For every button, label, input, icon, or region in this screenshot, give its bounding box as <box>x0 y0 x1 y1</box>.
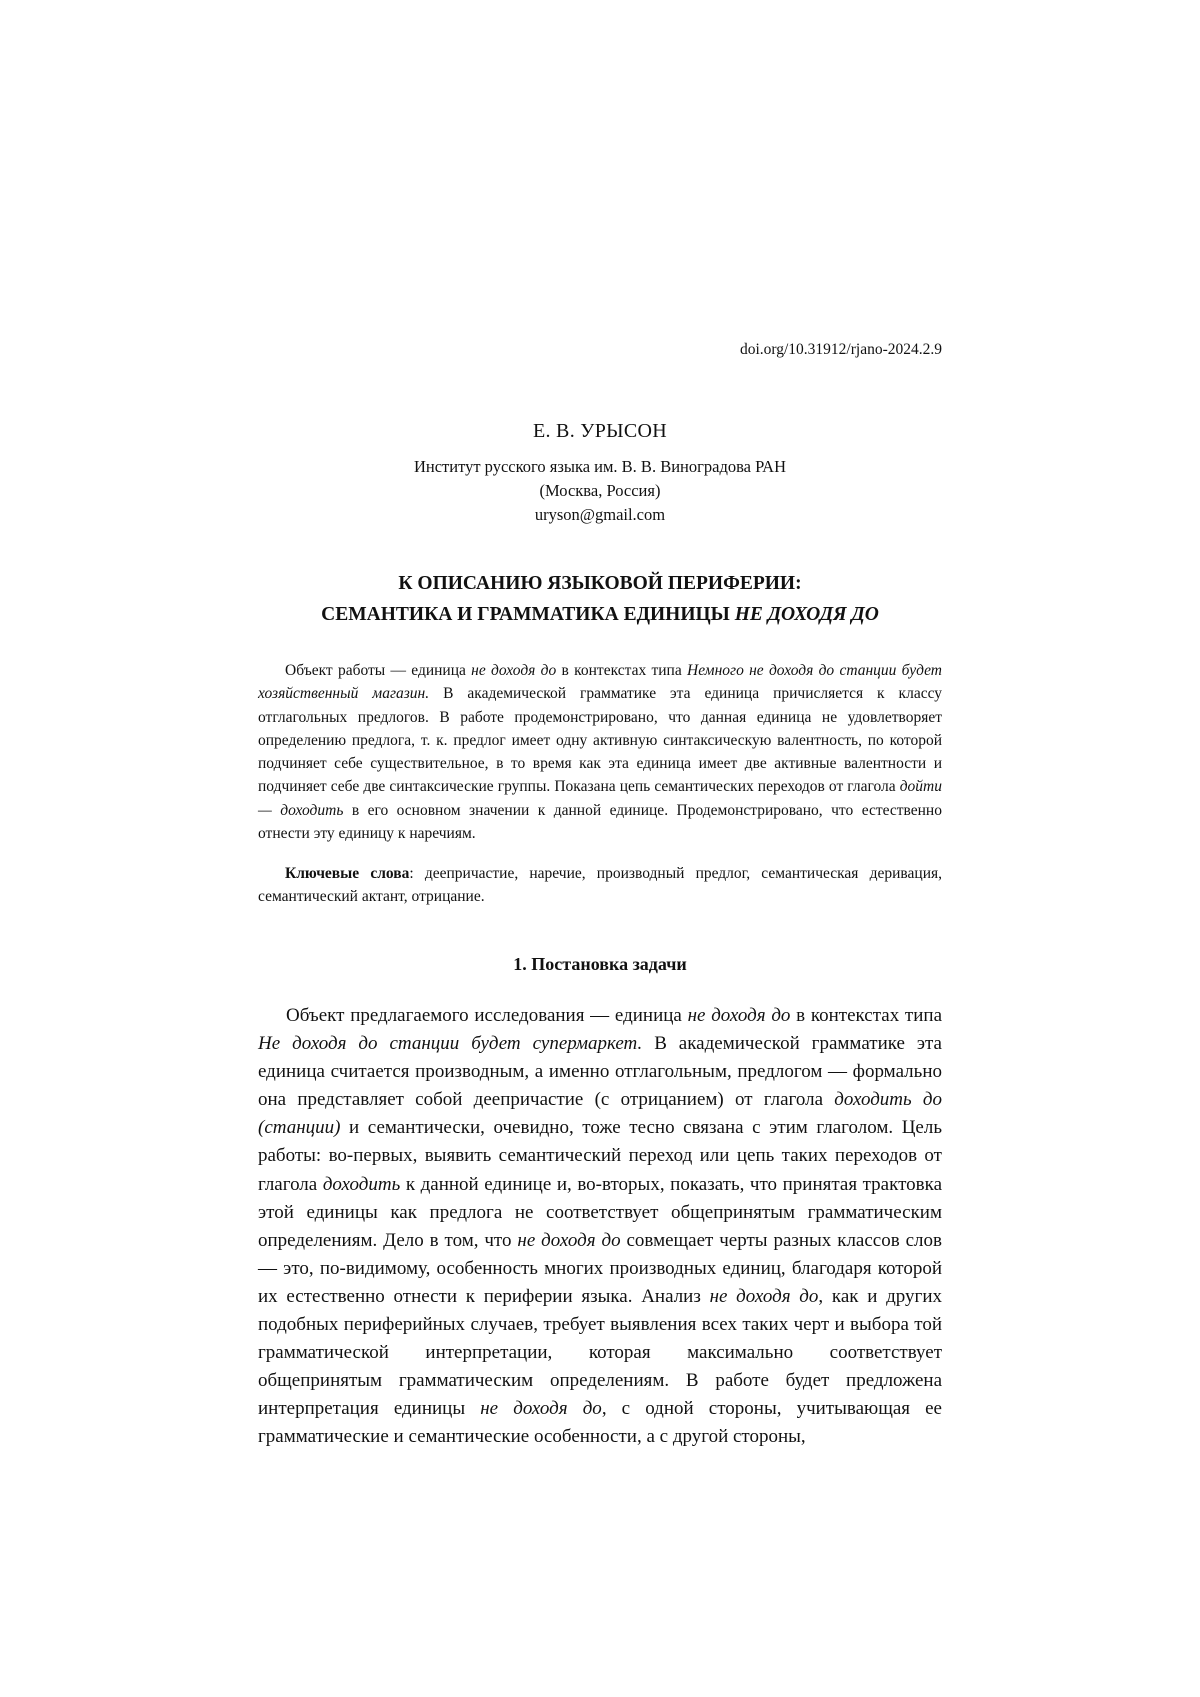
abstract-text: в его основном значении к данной единице. Продемонстрировано, что естественно отнести эту единицу к наречиям. <box>258 801 942 843</box>
abstract-paragraph <box>258 659 942 845</box>
body-paragraph <box>258 1002 942 1452</box>
section-heading: 1. Постановка задачи <box>513 954 687 974</box>
body-text: В академической грамматике эта единица считается производным, а именно отглагольным, предлогом — формально она представляет собой деепричастие (с отрицанием) от глагола <box>258 1033 942 1111</box>
body-italic: доходить до (станции) <box>258 1089 943 1139</box>
body-text: и семантически, очевидно, тоже тесно связана с этим глаголом. Цель работы: во-первых, выявить семантический переход или цепь таких переходов от глагола <box>258 1117 942 1195</box>
body-text: , как и других подобных периферийных случаев, требует выявления всех таких черт и выбора той грамматической интерпретации, которая максимально соответствует общепринятым грамматическим определениям. В работе будет предложена интерпретация единицы <box>258 1285 942 1420</box>
keywords-text: : деепричастие, наречие, производный предлог, семантическая деривация, семантический актант, отрицание. <box>258 865 942 906</box>
email[interactable]: uryson@gmail.com <box>534 505 666 524</box>
abstract-text: В академической грамматике эта единица причисляется к классу отглагольных предлогов. В работе продемонстрировано, что данная единица не удовлетворяет определению предлога, т. к. предлог имеет одну активную синтаксическую валентность, по которой подчиняет себе существительное, в то время как эта единица имеет две активные валентности и подчиняет себе две синтаксические группы. Показана цепь семантических переходов от глагола <box>258 685 943 796</box>
location: (Москва, Россия) <box>539 481 661 500</box>
body-italic: не доходя до <box>517 1229 621 1251</box>
body-text: Объект предлагаемого исследования — единица <box>286 1005 688 1026</box>
body-italic: не доходя до <box>709 1285 819 1307</box>
doi-link[interactable]: doi.org/10.31912/rjano-2024.2.9 <box>739 341 942 358</box>
body-italic: доходить <box>322 1173 401 1195</box>
paper-title <box>0 568 1200 630</box>
body-text: к данной единице и, во-вторых, показать, что принятая трактовка этой единицы как предлога не соответствует общепринятым грамматическим определениям. Дело в том, что <box>258 1173 942 1251</box>
body-text: совмещает черты разных классов слов — это, по-видимому, особенность многих производных единиц, благодаря которой их естественно отнести к периферии языка. Анализ <box>258 1229 942 1307</box>
keywords-label: Ключевые слова <box>285 865 410 882</box>
body-italic: не доходя до <box>480 1398 602 1420</box>
author-affiliation-block <box>0 455 1200 527</box>
author-name: Е. В. УРЫСОН <box>532 420 668 442</box>
abstract-italic: дойти — доходить <box>258 778 942 819</box>
abstract-text: Объект работы — единица <box>285 662 472 679</box>
title-line-2-italic: НЕ ДОХОДЯ ДО <box>734 604 879 625</box>
body-text: , с одной стороны, учитывающая ее грамматические и семантические особенности, а с другой стороны, <box>258 1398 942 1448</box>
body-italic: не доходя до <box>687 1005 791 1026</box>
body-text: в контекстах типа <box>790 1005 943 1026</box>
abstract-text: в контекстах типа <box>556 662 687 679</box>
title-line-2 <box>0 599 1200 630</box>
title-line-2-text: СЕМАНТИКА И ГРАММАТИКА ЕДИНИЦЫ <box>321 604 735 625</box>
abstract-italic: не доходя до <box>471 662 557 679</box>
affiliation: Институт русского языка им. В. В. Виноградова РАН <box>413 457 787 476</box>
keywords-paragraph <box>258 862 942 909</box>
title-line-1: К ОПИСАНИЮ ЯЗЫКОВОЙ ПЕРИФЕРИИ: <box>398 573 802 594</box>
abstract-italic: Немного не доходя до станции будет хозяйственный магазин. <box>258 662 943 703</box>
body-italic: Не доходя до станции будет супермаркет. <box>258 1033 643 1055</box>
